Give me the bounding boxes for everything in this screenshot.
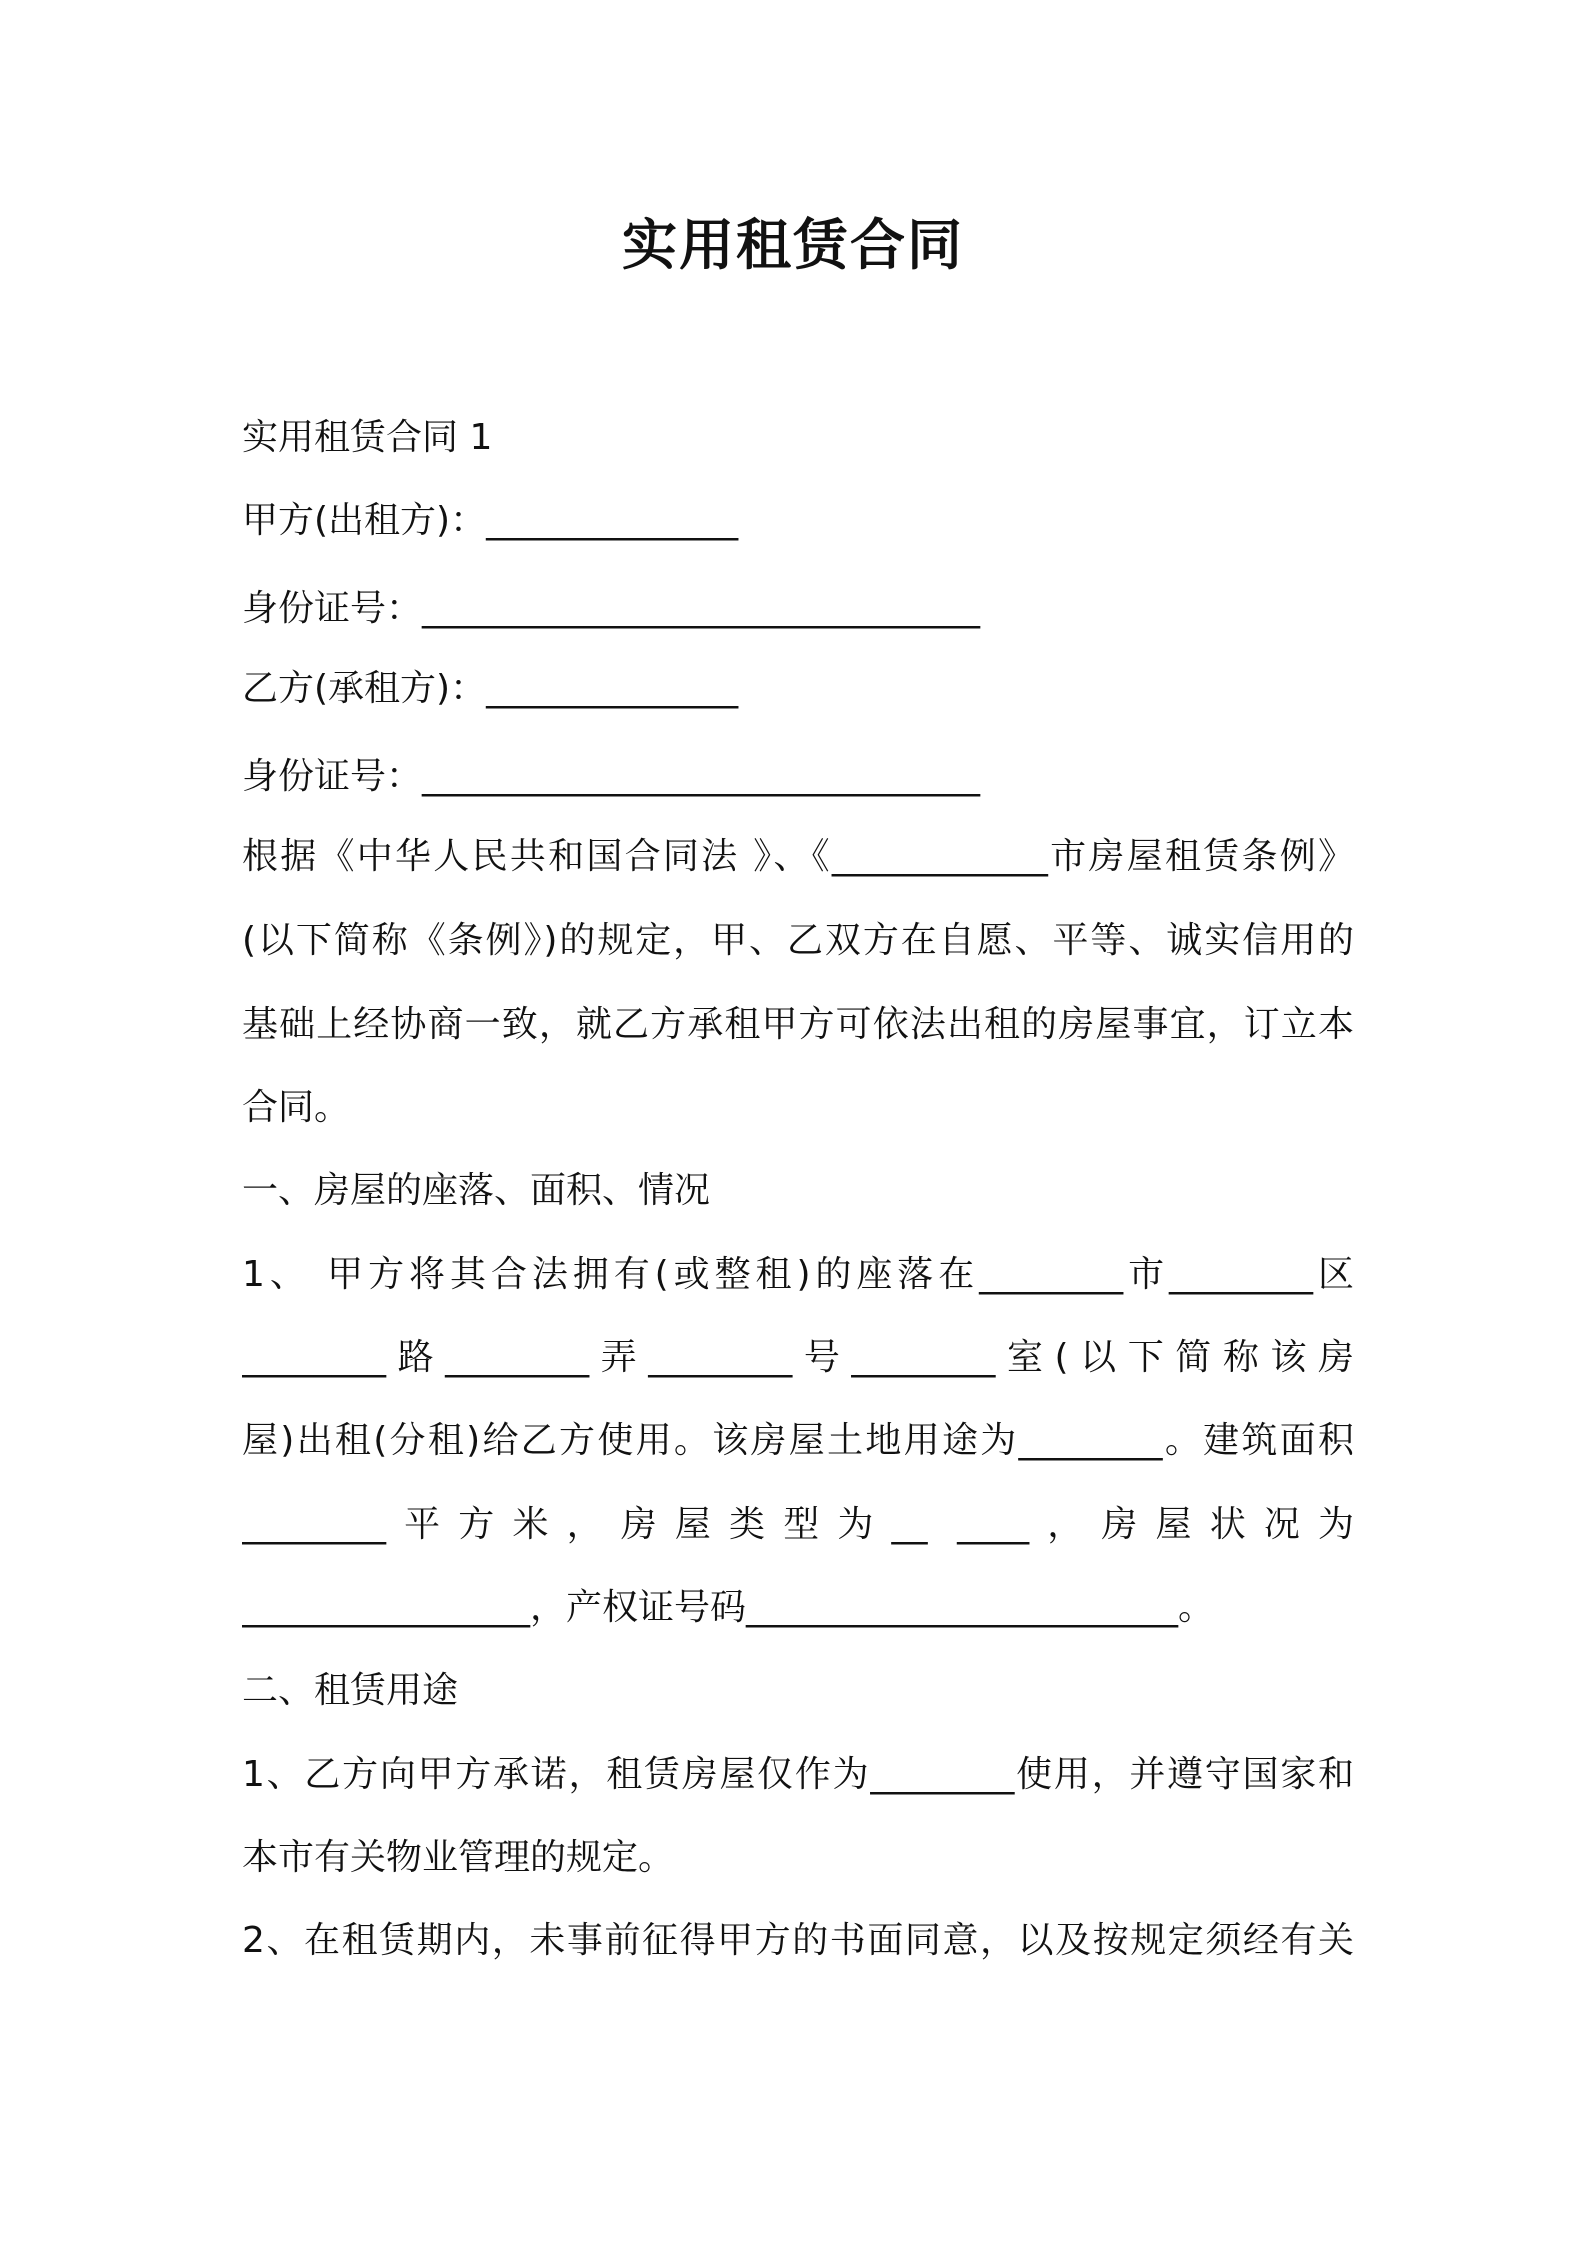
contract-subtitle: 实用租赁合同 1 — [242, 417, 493, 458]
party-a-line: 甲方(出租方)：______________ — [242, 500, 739, 541]
party-b-line: 乙方(承租方)：______________ — [242, 668, 739, 709]
clause-1-line-2: ________路________弄________号________室(以下简称该房 — [242, 1337, 1354, 1378]
party-a-id-line: 身份证号：_______________________________ — [242, 588, 981, 629]
clause-1-line-1: 1、 甲方将其合法拥有(或整租)的座落在________市________区 — [242, 1254, 1354, 1295]
party-b-id-line: 身份证号：_______________________________ — [242, 756, 981, 797]
preamble-line-1: 根据《中华人民共和国合同法 》、《____________市房屋租赁条例》 — [242, 836, 1354, 877]
preamble-line-3: 基础上经协商一致，就乙方承租甲方可依法出租的房屋事宜，订立本 — [242, 1004, 1354, 1045]
clause-2-1-line-1: 1、乙方向甲方承诺，租赁房屋仅作为________使用，并遵守国家和 — [242, 1754, 1354, 1795]
clause-1-line-4: ________平方米，房屋类型为__ ____，房屋状况为 — [242, 1504, 1354, 1545]
document-title: 实用租赁合同 — [621, 213, 964, 277]
preamble-line-4: 合同。 — [242, 1087, 351, 1128]
clause-2-1-line-2: 本市有关物业管理的规定。 — [242, 1837, 675, 1878]
clause-1-line-3: 屋)出租(分租)给乙方使用。该房屋土地用途为________。建筑面积 — [242, 1420, 1354, 1461]
clause-1-line-5: ________________，产权证号码________________________。 — [242, 1587, 1215, 1628]
clause-2-2-line-1: 2、在租赁期内，未事前征得甲方的书面同意，以及按规定须经有关 — [242, 1920, 1354, 1961]
section-heading-2: 二、租赁用途 — [242, 1670, 459, 1711]
section-heading-1: 一、房屋的座落、面积、情况 — [242, 1170, 711, 1211]
preamble-line-2: (以下简称《条例》)的规定，甲、乙双方在自愿、平等、诚实信用的 — [242, 920, 1354, 961]
